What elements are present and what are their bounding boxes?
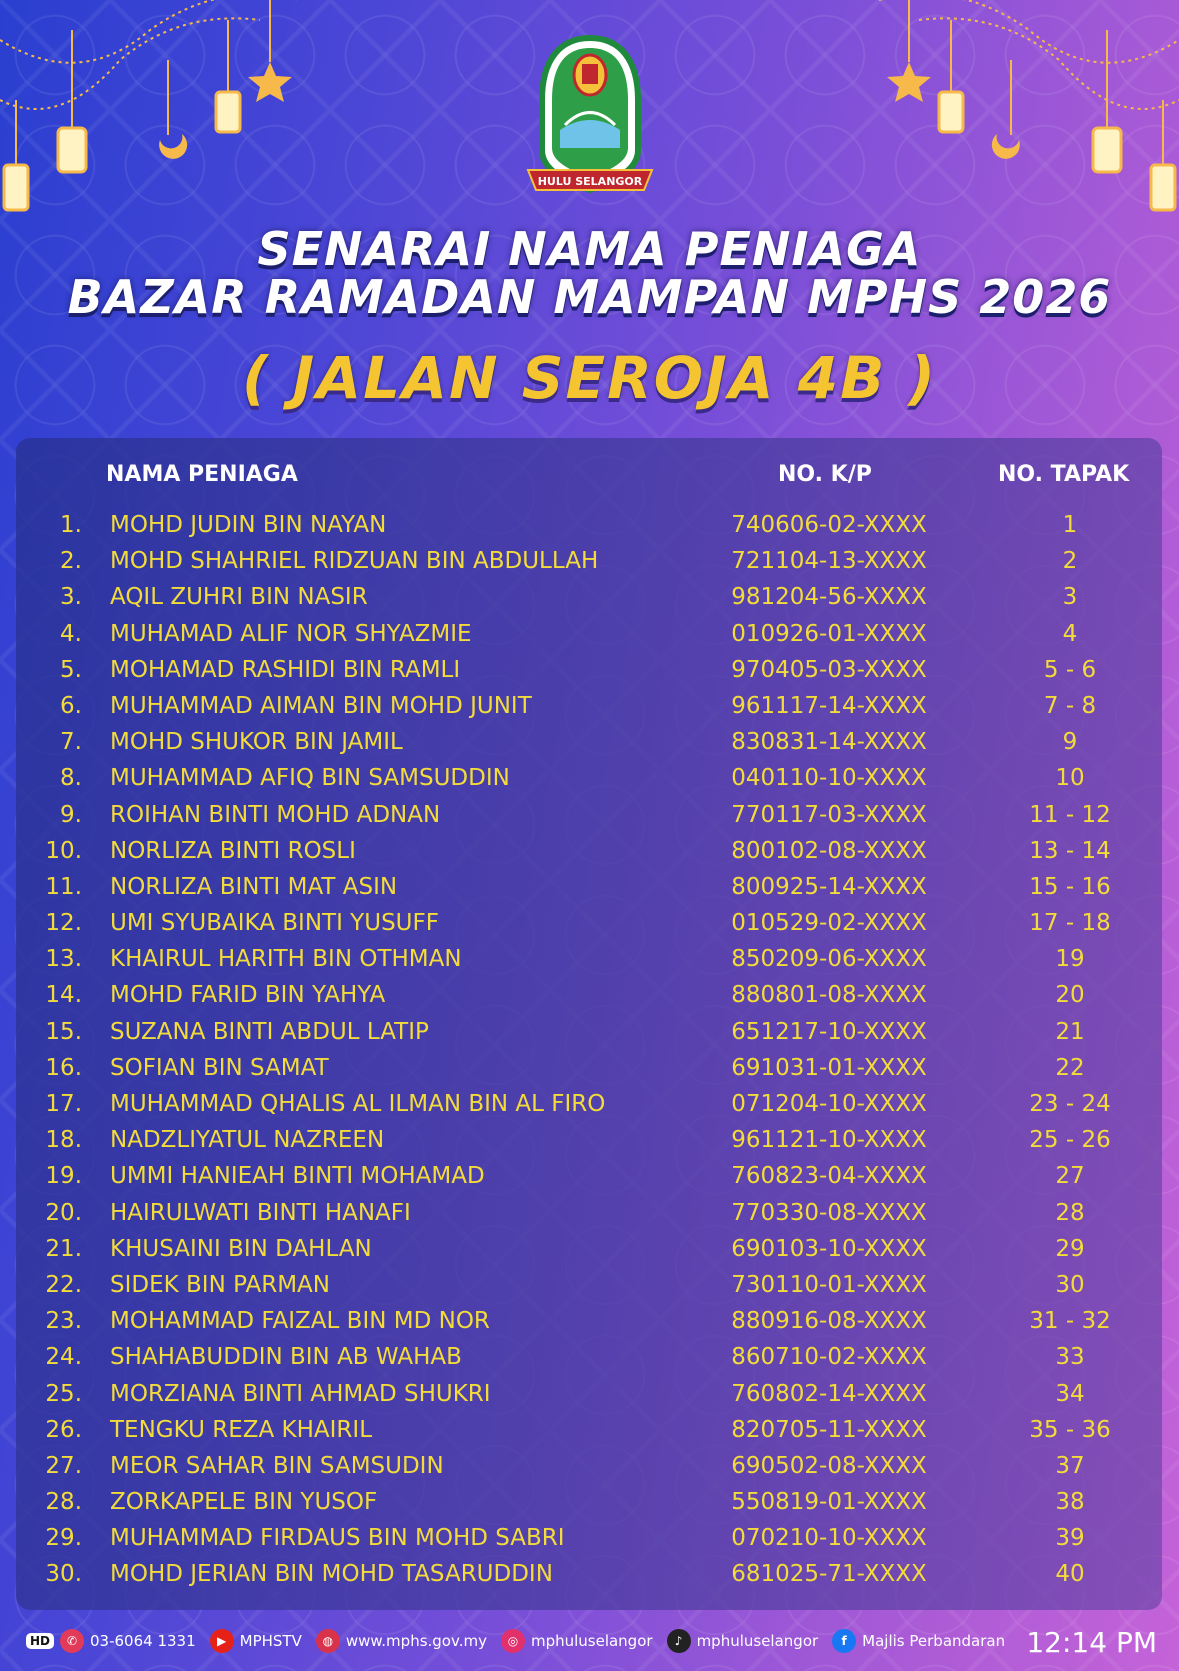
vendor-ic-number: 010926-01-XXXX — [731, 620, 927, 647]
vendor-name: MOHD JERIAN BIN MOHD TASARUDDIN — [110, 1561, 553, 1588]
row-number: 7. — [60, 729, 82, 756]
lot-number: 10 — [1055, 765, 1085, 792]
lot-number: 3 — [1062, 584, 1078, 611]
table-row — [0, 1266, 1179, 1302]
vendor-ic-number: 071204-10-XXXX — [731, 1091, 927, 1117]
table-row — [0, 1085, 1179, 1121]
table-row — [0, 1121, 1179, 1157]
vendor-ic-number: 550819-01-XXXX — [731, 1489, 927, 1516]
table-row — [0, 832, 1179, 868]
table-row — [0, 1483, 1179, 1519]
row-number: 24. — [45, 1344, 82, 1371]
footer-website[interactable] — [316, 1629, 487, 1653]
lot-number: 40 — [1055, 1561, 1085, 1588]
vendor-list — [0, 506, 1179, 1592]
vendor-ic-number: 860710-02-XXXX — [731, 1344, 927, 1371]
vendor-name: ZORKAPELE BIN YUSOF — [110, 1489, 378, 1516]
footer-facebook[interactable] — [832, 1629, 1005, 1653]
row-number: 2. — [60, 548, 82, 575]
vendor-name: MOHD JUDIN BIN NAYAN — [110, 512, 387, 538]
row-number: 23. — [45, 1308, 82, 1335]
lot-number: 2 — [1062, 548, 1078, 575]
vendor-name: MUHAMMAD AFIQ BIN SAMSUDDIN — [110, 765, 510, 792]
footer-bar — [0, 1610, 1179, 1671]
row-number: 13. — [45, 946, 82, 973]
location-subtitle: ( JALAN SEROJA 4B ) — [241, 344, 938, 412]
vendor-name: HAIRULWATI BINTI HANAFI — [110, 1199, 411, 1226]
vendor-name: SUZANA BINTI ABDUL LATIP — [110, 1018, 429, 1045]
vendor-ic-number: 830831-14-XXXX — [731, 729, 927, 756]
table-row — [0, 1049, 1179, 1085]
instagram-icon: ◎ — [501, 1629, 525, 1653]
footer-youtube-text: MPHSTV — [239, 1631, 302, 1650]
hd-badge: HD — [26, 1633, 54, 1649]
footer-tiktok[interactable] — [667, 1629, 819, 1653]
vendor-ic-number: 880801-08-XXXX — [731, 982, 927, 1009]
lot-number: 5 - 6 — [1043, 656, 1097, 683]
vendor-ic-number: 770117-03-XXXX — [731, 801, 927, 828]
vendor-name: MEOR SAHAR BIN SAMSUDIN — [110, 1452, 444, 1479]
table-row — [0, 940, 1179, 976]
vendor-ic-number: 970405-03-XXXX — [731, 656, 927, 683]
table-row — [0, 1519, 1179, 1555]
vendor-ic-number: 740606-02-XXXX — [731, 512, 927, 538]
lot-number: 22 — [1055, 1054, 1085, 1081]
table-row — [0, 651, 1179, 687]
vendor-name: AQIL ZUHRI BIN NASIR — [110, 584, 368, 611]
vendor-name: MOHAMMAD FAIZAL BIN MD NOR — [110, 1308, 490, 1335]
mphs-crest-logo — [520, 30, 660, 200]
youtube-icon: ▶ — [210, 1629, 234, 1653]
vendor-ic-number: 690103-10-XXXX — [731, 1235, 927, 1262]
row-number: 27. — [45, 1452, 82, 1479]
row-number: 9. — [60, 801, 82, 828]
vendor-ic-number: 760823-04-XXXX — [731, 1163, 927, 1190]
vendor-ic-number: 010529-02-XXXX — [731, 910, 927, 937]
row-number: 25. — [45, 1380, 82, 1407]
column-header-tapak: NO. TAPAK — [998, 462, 1130, 487]
row-number: 21. — [45, 1235, 82, 1262]
row-number: 28. — [45, 1489, 82, 1516]
row-number: 16. — [45, 1054, 82, 1081]
footer-phone-text: 03-6064 1331 — [90, 1631, 196, 1650]
column-header-name: NAMA PENIAGA — [106, 462, 298, 487]
lantern-decoration-left — [0, 0, 300, 230]
column-header-kp: NO. K/P — [778, 462, 872, 487]
page-title-line1: SENARAI NAMA PENIAGA — [257, 222, 922, 276]
footer-instagram-text: mphuluselangor — [530, 1631, 653, 1650]
lot-number: 20 — [1055, 982, 1085, 1009]
vendor-ic-number: 721104-13-XXXX — [731, 548, 927, 575]
lot-number: 1 — [1062, 512, 1078, 538]
status-clock: 12:14 PM — [1026, 1626, 1157, 1659]
table-row — [0, 904, 1179, 940]
lot-number: 11 - 12 — [1029, 801, 1111, 828]
lot-number: 35 - 36 — [1029, 1416, 1111, 1443]
table-row — [0, 1375, 1179, 1411]
tiktok-icon: ♪ — [667, 1629, 691, 1653]
lot-number: 33 — [1055, 1344, 1085, 1371]
vendor-name: NORLIZA BINTI ROSLI — [110, 837, 356, 864]
vendor-name: UMI SYUBAIKA BINTI YUSUFF — [110, 910, 439, 937]
vendor-name: ROIHAN BINTI MOHD ADNAN — [110, 801, 441, 828]
lot-number: 4 — [1062, 620, 1078, 647]
table-row — [0, 1302, 1179, 1338]
table-row — [0, 506, 1179, 542]
table-row — [0, 1230, 1179, 1266]
vendor-ic-number: 770330-08-XXXX — [731, 1199, 927, 1226]
lot-number: 31 - 32 — [1029, 1308, 1111, 1335]
table-row — [0, 868, 1179, 904]
vendor-name: MUHAMAD ALIF NOR SHYAZMIE — [110, 620, 472, 647]
table-row — [0, 1555, 1179, 1591]
globe-icon: ◍ — [316, 1629, 340, 1653]
table-row — [0, 796, 1179, 832]
vendor-name: NORLIZA BINTI MAT ASIN — [110, 873, 398, 900]
lot-number: 17 - 18 — [1029, 910, 1111, 937]
lot-number: 30 — [1055, 1271, 1085, 1298]
lot-number: 23 - 24 — [1029, 1091, 1111, 1117]
row-number: 5. — [60, 656, 82, 683]
row-number: 20. — [45, 1199, 82, 1226]
table-row — [0, 1338, 1179, 1374]
row-number: 30. — [45, 1561, 82, 1588]
vendor-ic-number: 850209-06-XXXX — [731, 946, 927, 973]
vendor-name: NADZLIYATUL NAZREEN — [110, 1127, 385, 1154]
vendor-name: KHUSAINI BIN DAHLAN — [110, 1235, 372, 1262]
row-number: 22. — [45, 1271, 82, 1298]
footer-tiktok-text: mphuluselangor — [696, 1631, 819, 1650]
phone-icon: ✆ — [60, 1629, 84, 1653]
row-number: 1. — [60, 512, 82, 538]
lot-number: 29 — [1055, 1235, 1085, 1262]
row-number: 15. — [45, 1018, 82, 1045]
table-row — [0, 976, 1179, 1012]
table-row — [0, 759, 1179, 795]
lot-number: 27 — [1055, 1163, 1085, 1190]
vendor-ic-number: 760802-14-XXXX — [731, 1380, 927, 1407]
lantern-decoration-right — [879, 0, 1179, 230]
vendor-ic-number: 070210-10-XXXX — [731, 1525, 927, 1552]
vendor-ic-number: 690502-08-XXXX — [731, 1452, 927, 1479]
row-number: 8. — [60, 765, 82, 792]
facebook-icon: f — [832, 1629, 856, 1653]
table-row — [0, 687, 1179, 723]
vendor-name: TENGKU REZA KHAIRIL — [110, 1416, 373, 1443]
lot-number: 34 — [1055, 1380, 1085, 1407]
lot-number: 7 - 8 — [1043, 692, 1097, 719]
row-number: 6. — [60, 692, 82, 719]
row-number: 11. — [45, 873, 82, 900]
vendor-ic-number: 651217-10-XXXX — [731, 1018, 927, 1045]
table-row — [0, 1194, 1179, 1230]
vendor-name: SOFIAN BIN SAMAT — [110, 1054, 329, 1081]
row-number: 17. — [45, 1091, 82, 1117]
lot-number: 21 — [1055, 1018, 1085, 1045]
lot-number: 19 — [1055, 946, 1085, 973]
lot-number: 9 — [1062, 729, 1078, 756]
vendor-ic-number: 691031-01-XXXX — [731, 1054, 927, 1081]
vendor-ic-number: 880916-08-XXXX — [731, 1308, 927, 1335]
vendor-name: MUHAMMAD FIRDAUS BIN MOHD SABRI — [110, 1525, 565, 1552]
row-number: 19. — [45, 1163, 82, 1190]
footer-facebook-text: Majlis Perbandaran — [862, 1631, 1006, 1650]
logo-text: HULU SELANGOR — [537, 175, 643, 188]
row-number: 12. — [45, 910, 82, 937]
vendor-name: SHAHABUDDIN BIN AB WAHAB — [110, 1344, 462, 1371]
vendor-name: MOHD SHUKOR BIN JAMIL — [110, 729, 403, 756]
table-row — [0, 1157, 1179, 1193]
vendor-ic-number: 800925-14-XXXX — [731, 873, 927, 900]
vendor-name: MOHD FARID BIN YAHYA — [110, 982, 386, 1009]
row-number: 14. — [45, 982, 82, 1009]
table-row — [0, 615, 1179, 651]
footer-youtube[interactable] — [210, 1629, 302, 1653]
lot-number: 25 - 26 — [1029, 1127, 1111, 1154]
row-number: 10. — [45, 837, 82, 864]
vendor-name: KHAIRUL HARITH BIN OTHMAN — [110, 946, 462, 973]
table-row — [0, 723, 1179, 759]
table-row — [0, 578, 1179, 614]
row-number: 4. — [60, 620, 82, 647]
vendor-ic-number: 820705-11-XXXX — [731, 1416, 927, 1443]
vendor-ic-number: 800102-08-XXXX — [731, 837, 927, 864]
lot-number: 38 — [1055, 1489, 1085, 1516]
table-row — [0, 542, 1179, 578]
lot-number: 28 — [1055, 1199, 1085, 1226]
vendor-name: MUHAMMAD AIMAN BIN MOHD JUNIT — [110, 692, 532, 719]
row-number: 3. — [60, 584, 82, 611]
vendor-name: MOHD SHAHRIEL RIDZUAN BIN ABDULLAH — [110, 548, 599, 575]
vendor-ic-number: 040110-10-XXXX — [731, 765, 927, 792]
vendor-name: SIDEK BIN PARMAN — [110, 1271, 330, 1298]
page-title-line2: BAZAR RAMADAN MAMPAN MPHS 2026 — [67, 270, 1112, 324]
lot-number: 39 — [1055, 1525, 1085, 1552]
table-row — [0, 1013, 1179, 1049]
row-number: 26. — [45, 1416, 82, 1443]
table-row — [0, 1411, 1179, 1447]
lot-number: 37 — [1055, 1452, 1085, 1479]
footer-instagram[interactable] — [501, 1629, 653, 1653]
vendor-name: UMMI HANIEAH BINTI MOHAMAD — [110, 1163, 485, 1190]
lot-number: 13 - 14 — [1029, 837, 1111, 864]
vendor-ic-number: 681025-71-XXXX — [731, 1561, 927, 1588]
vendor-ic-number: 730110-01-XXXX — [731, 1271, 927, 1298]
vendor-name: MORZIANA BINTI AHMAD SHUKRI — [110, 1380, 491, 1407]
table-row — [0, 1447, 1179, 1483]
vendor-name: MOHAMAD RASHIDI BIN RAMLI — [110, 656, 461, 683]
vendor-ic-number: 981204-56-XXXX — [731, 584, 927, 611]
footer-phone — [26, 1629, 196, 1653]
vendor-name: MUHAMMAD QHALIS AL ILMAN BIN AL FIRO — [110, 1091, 606, 1117]
row-number: 18. — [45, 1127, 82, 1154]
footer-website-text: www.mphs.gov.my — [345, 1631, 487, 1650]
vendor-ic-number: 961121-10-XXXX — [731, 1127, 927, 1154]
lot-number: 15 - 16 — [1029, 873, 1111, 900]
vendor-ic-number: 961117-14-XXXX — [731, 692, 927, 719]
row-number: 29. — [45, 1525, 82, 1552]
